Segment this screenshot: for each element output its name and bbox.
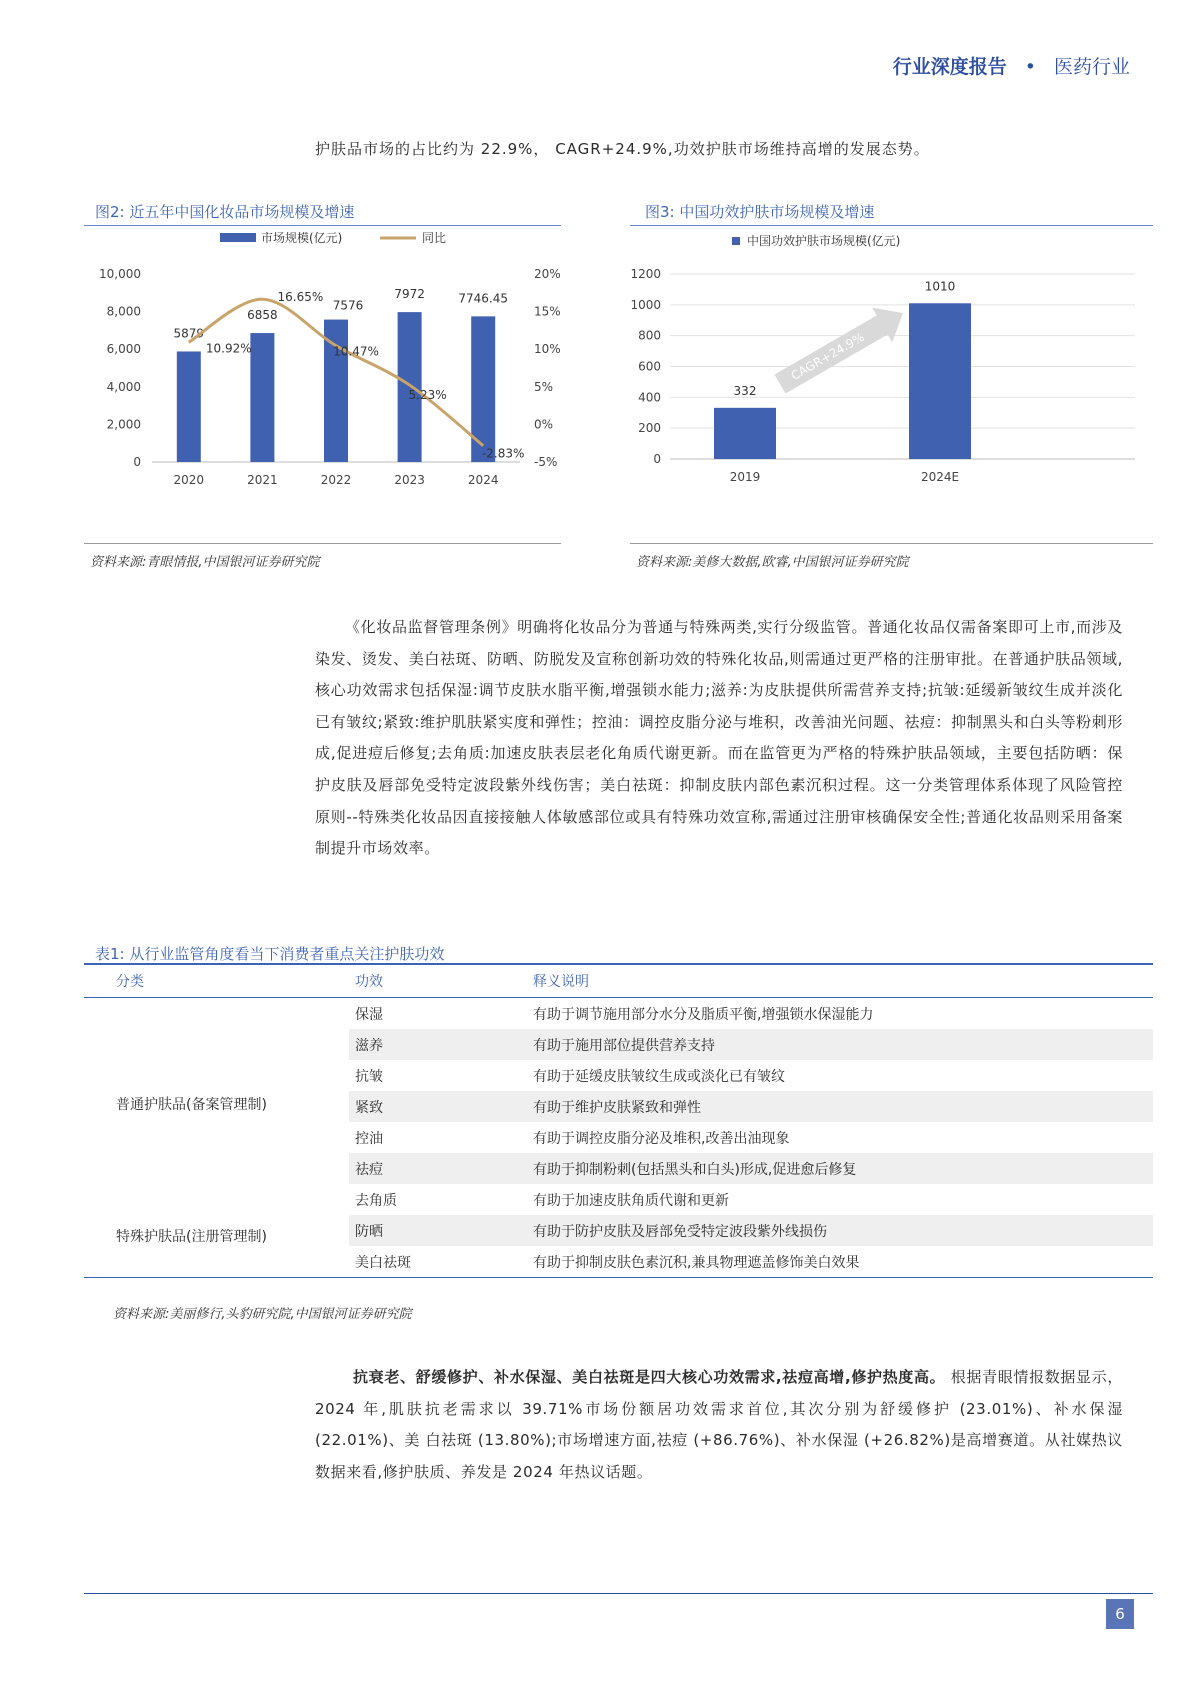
fig2-chart	[84, 226, 564, 536]
line-value-label: 16.65%	[277, 290, 324, 305]
left-axis-tick: 8,000	[106, 304, 141, 319]
left-axis-tick: 6,000	[106, 342, 141, 357]
right-axis-tick: -5%	[534, 455, 558, 469]
table-row	[84, 1153, 1153, 1184]
table-row	[84, 998, 1153, 1029]
table-body	[84, 998, 1153, 1277]
header-effect: 功效	[355, 974, 383, 990]
right-axis-tick: 15%	[534, 304, 561, 319]
y-axis-tick: 1000	[630, 297, 661, 312]
bar-effective-skincare	[714, 408, 776, 459]
bar-value-label: 6858	[247, 308, 278, 323]
table-header-row	[84, 963, 1153, 998]
body-paragraph-2-text: 根据青眼情报数据显示， 2024 年,肌肤抗老需求以 39.71%市场份额居功效需求首位,其次分别为舒缓修护 (23.01%)、补水保湿 (22.01%)、美 白祛斑 (13.80%);市场增速方面,祛痘 (+86.76%)、补水保湿 (+26.82%)是高增赛道。从社媒热议数据来看,修护肤质、养发是 2024 年热议话题。	[315, 1368, 1123, 1481]
legend-swatch	[732, 237, 740, 245]
x-axis-tick: 2020	[173, 473, 205, 487]
legend-bar-swatch	[220, 233, 256, 242]
x-axis-tick: 2019	[729, 470, 761, 484]
row-description: 有助于抑制皮肤色素沉积,兼具物理遮盖修饰美白效果	[533, 1255, 860, 1271]
bar-value-label: 7576	[332, 298, 364, 313]
row-effect: 祛痘	[355, 1162, 383, 1178]
table-row	[84, 1060, 1153, 1091]
bar-market-size	[250, 333, 274, 462]
row-description: 有助于施用部位提供营养支持	[533, 1038, 715, 1054]
row-description: 有助于调控皮脂分泌及堆积,改善出油现象	[533, 1131, 790, 1147]
x-axis-tick: 2021	[247, 473, 278, 487]
legend-line-label: 同比	[422, 231, 447, 245]
header-separator: •	[1024, 56, 1036, 78]
fig2-title: 图2: 近五年中国化妆品市场规模及增速	[95, 203, 355, 221]
y-axis-tick: 200	[638, 421, 661, 436]
cagr-annotation: CAGR+24.9%	[788, 329, 867, 384]
bar-value-label: 7746.45	[458, 291, 509, 306]
x-axis-tick: 2024	[467, 473, 499, 487]
page-number: 6	[1106, 1599, 1134, 1629]
category-special: 特殊护肤品(注册管理制)	[116, 1229, 267, 1245]
body-paragraph-1-text: 《化妆品监督管理条例》明确将化妆品分为普通与特殊两类,实行分级监管。普通化妆品仅需备案即可上市,而涉及染发、烫发、美白祛斑、防晒、防脱发及宣称创新功效的特殊化妆品,则需通过更严格的注册审批。在普通护肤品领域,核心功效需求包括保湿:调节皮肤水脂平衡,增强锁水能力;滋养:为皮肤提供所需营养支持;抗皱:延缓新皱纹生成并淡化已有皱纹;紧致:维护肌肤紧实度和弹性；控油：调控皮脂分泌与堆积，改善油光问题、祛痘：抑制黑头和白头等粉刺形成,促进痘后修复;去角质:加速皮肤表层老化角质代谢更新。而在监管更为严格的特殊护肤品领域，主要包括防晒：保护皮肤及唇部免受特定波段紫外线伤害；美白祛斑：抑制皮肤内部色素沉积过程。这一分类管理体系体现了风险管控原则--特殊类化妆品因直接接触人体敏感部位或具有特殊功效宣称,需通过注册审核确保安全性;普通化妆品则采用备案制提升市场效率。	[315, 618, 1123, 858]
header-category: 分类	[116, 974, 144, 990]
row-effect: 防晒	[355, 1224, 383, 1240]
sector-name: 医药行业	[1053, 56, 1130, 78]
row-effect: 保湿	[355, 1007, 383, 1023]
bar-value-label: 1010	[924, 279, 956, 294]
line-value-label: 5.23%	[408, 388, 447, 403]
table-row	[84, 1184, 1153, 1215]
fig3-source: 资料来源:美修大数据,欧睿,中国银河证券研究院	[636, 555, 909, 570]
table-source: 资料来源:美丽修行,头豹研究院,中国银河证券研究院	[113, 1307, 412, 1322]
body-paragraph-2-lead: 抗衰老、舒缓修护、补水保湿、美白祛斑是四大核心功效需求,祛痘高增,修护热度高。	[353, 1368, 946, 1386]
x-axis-tick: 2024E	[920, 470, 960, 484]
left-axis-tick: 10,000	[99, 267, 141, 281]
category-regular: 普通护肤品(备案管理制)	[116, 1097, 267, 1113]
fig3-chart	[630, 226, 1153, 536]
row-effect: 滋养	[355, 1038, 383, 1054]
footer-rule	[84, 1593, 1153, 1594]
table-row	[84, 1029, 1153, 1060]
y-axis-tick: 400	[638, 390, 661, 405]
report-type: 行业深度报告	[892, 56, 1007, 78]
right-axis-tick: 0%	[534, 417, 554, 432]
y-axis-tick: 1200	[630, 267, 661, 281]
bar-market-size	[177, 351, 201, 462]
bar-value-label: 5879	[173, 326, 205, 341]
intro-text: 护肤品市场的占比约为 22.9%， CAGR+24.9%,功效护肤市场维持高增的发展态势。	[315, 140, 930, 158]
table-row	[84, 1246, 1153, 1277]
body-paragraph-1	[315, 612, 1123, 865]
left-axis-tick: 0	[133, 455, 141, 469]
row-description: 有助于抑制粉刺(包括黑头和白头)形成,促进愈后修复	[533, 1162, 857, 1178]
row-effect: 去角质	[355, 1193, 397, 1209]
body-paragraph-2	[315, 1362, 1123, 1488]
fig2-source: 资料来源:青眼情报,中国银河证券研究院	[90, 555, 320, 570]
row-description: 有助于维护皮肤紧致和弹性	[533, 1100, 701, 1116]
row-description: 有助于防护皮肤及唇部免受特定波段紫外线损伤	[533, 1224, 827, 1240]
legend-bar-label: 市场规模(亿元)	[261, 231, 343, 245]
row-effect: 抗皱	[355, 1069, 383, 1085]
table-row	[84, 1122, 1153, 1153]
bar-value-label: 7972	[394, 287, 425, 302]
line-value-label: 10.47%	[333, 344, 379, 359]
row-description: 有助于加速皮肤角质代谢和更新	[533, 1193, 729, 1209]
cagr-arrow	[770, 296, 913, 402]
left-axis-tick: 2,000	[106, 417, 141, 432]
line-value-label: 10.92%	[205, 341, 252, 356]
table-bottom-rule	[84, 1277, 1153, 1278]
fig3-bottom-rule	[630, 543, 1153, 544]
x-axis-tick: 2022	[320, 473, 352, 487]
table-title: 表1: 从行业监管角度看当下消费者重点关注护肤功效	[95, 945, 445, 963]
effects-table	[84, 963, 1153, 1278]
left-axis-tick: 4,000	[106, 379, 141, 394]
row-description: 有助于延缓皮肤皱纹生成或淡化已有皱纹	[533, 1069, 785, 1085]
line-value-label: -2.83%	[481, 446, 525, 461]
right-axis-tick: 5%	[534, 379, 554, 394]
y-axis-tick: 0	[653, 452, 661, 466]
bar-value-label: 332	[733, 383, 757, 398]
fig3-title: 图3: 中国功效护肤市场规模及增速	[645, 203, 875, 221]
fig2-bottom-rule	[84, 543, 561, 544]
row-effect: 紧致	[355, 1100, 383, 1116]
x-axis-tick: 2023	[394, 473, 425, 487]
y-axis-tick: 800	[638, 328, 661, 343]
header-description: 释义说明	[533, 974, 589, 990]
right-axis-tick: 10%	[534, 342, 561, 357]
right-axis-tick: 20%	[534, 267, 561, 281]
bar-effective-skincare	[909, 303, 971, 459]
bar-market-size	[398, 312, 422, 462]
row-effect: 控油	[355, 1131, 383, 1147]
legend-label: 中国功效护肤市场规模(亿元)	[747, 234, 901, 248]
page-header	[893, 52, 1130, 79]
row-effect: 美白祛斑	[355, 1255, 411, 1271]
row-description: 有助于调节施用部分水分及脂质平衡,增强锁水保湿能力	[533, 1007, 874, 1023]
y-axis-tick: 600	[638, 359, 661, 374]
